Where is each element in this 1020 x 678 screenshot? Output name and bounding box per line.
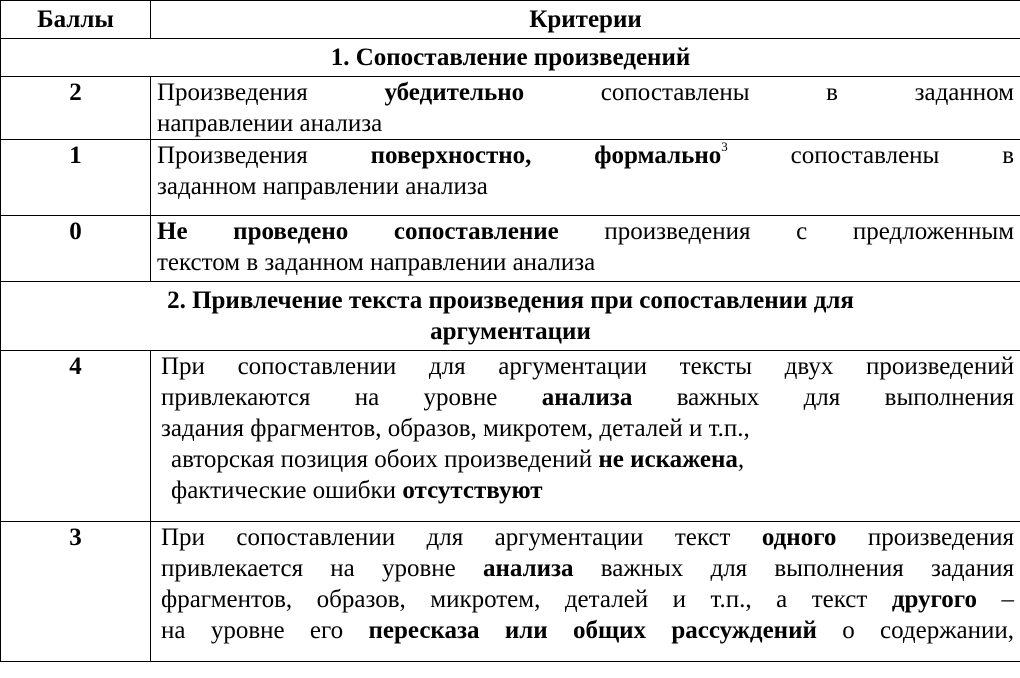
bold-text: отсутствуют: [402, 477, 543, 504]
table-row: [1, 77, 1020, 140]
bold-text: убедительно: [384, 79, 525, 106]
section-2-title-line: аргументации: [430, 318, 591, 345]
row-criteria: [151, 522, 1020, 662]
text: важных для выполнения: [676, 384, 1015, 411]
bold-text: одного: [761, 524, 837, 551]
row-score: 4: [1, 351, 151, 522]
text: –: [1001, 586, 1015, 613]
text: При сопоставлении для аргументации текст: [161, 524, 731, 551]
table-row: [1, 351, 1020, 522]
text: Произведения: [157, 142, 308, 169]
text: важных для выполнения задания: [600, 555, 1014, 582]
text: Произведения: [157, 79, 308, 106]
text: авторская позиция обоих произведений: [171, 446, 593, 473]
section-2-title-line: 2. Привлечение текста произведения при сопоставлении для: [167, 287, 854, 314]
section-2-header-row: [1, 282, 1020, 351]
row-score: 2: [1, 77, 151, 140]
table-header-row: [1, 1, 1020, 39]
row-score: 0: [1, 216, 151, 282]
row-criteria: [151, 77, 1020, 140]
text: сопоставлены в: [790, 142, 1014, 169]
bold-text: поверхностно, формально: [370, 142, 722, 169]
section-2-title: [1, 282, 1020, 351]
text: фрагментов, образов, микротем, деталей и т.п., а текст: [161, 586, 868, 613]
text: произведения с предложенным: [604, 218, 1015, 245]
bold-text: не искажена: [598, 446, 738, 473]
table-row: [1, 140, 1020, 216]
text: на уровне его: [161, 617, 344, 644]
row-score: 3: [1, 522, 151, 662]
text: сопоставлены в заданном: [600, 79, 1014, 106]
text: При сопоставлении для аргументации тексты двух произведений: [161, 353, 1014, 380]
text: задания фрагментов, образов, микротем, деталей и т.п.,: [161, 415, 750, 442]
bold-text: другого: [891, 586, 978, 613]
footnote-mark: 3: [721, 139, 728, 154]
text: текстом в заданном направлении анализа: [157, 249, 596, 276]
text: привлекаются на уровне: [161, 384, 498, 411]
text: произведения: [867, 524, 1014, 551]
text: привлекается на уровне: [161, 555, 456, 582]
section-1-title: 1. Сопоставление произведений: [1, 39, 1020, 77]
bold-text: Не проведено сопоставление: [157, 218, 559, 245]
table-row: [1, 216, 1020, 282]
text: фактические ошибки: [171, 477, 397, 504]
text: о содержании,: [842, 617, 1015, 644]
text: направлении анализа: [157, 110, 383, 137]
row-score: 1: [1, 140, 151, 216]
header-criteria: Критерии: [151, 1, 1020, 39]
row-criteria: [151, 140, 1020, 216]
text: заданном направлении анализа: [157, 173, 488, 200]
section-1-header-row: [1, 39, 1020, 77]
table-row: [1, 522, 1020, 662]
bold-text: пересказа или общих рассуждений: [368, 617, 817, 644]
row-criteria: [151, 216, 1020, 282]
text: ,: [737, 446, 745, 473]
bold-text: анализа: [482, 555, 574, 582]
header-score: Баллы: [1, 1, 151, 39]
row-criteria: [151, 351, 1020, 522]
bold-text: анализа: [541, 384, 633, 411]
